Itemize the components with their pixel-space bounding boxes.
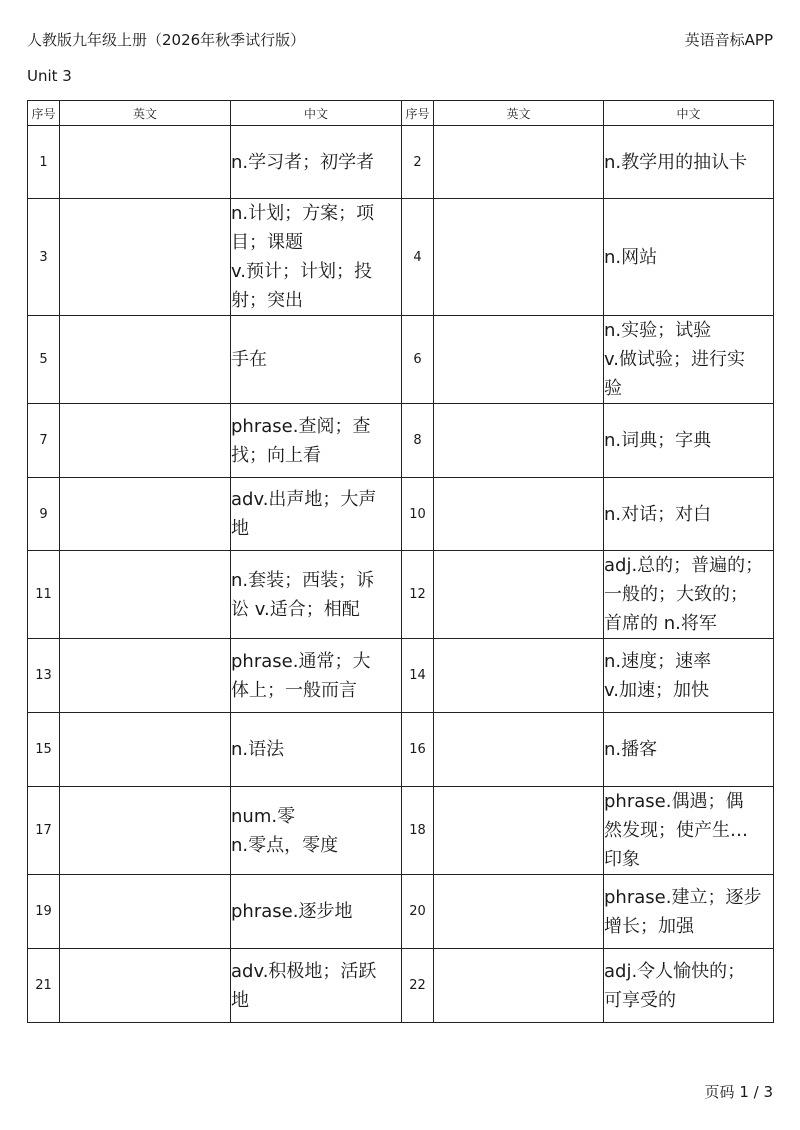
entry-number: 22 bbox=[402, 949, 434, 1023]
chinese-meaning: adj.总的；普遍的； 一般的；大致的； 首席的 n.将军 bbox=[604, 551, 774, 639]
entry-number: 3 bbox=[28, 199, 60, 316]
english-cell bbox=[434, 713, 604, 787]
book-title: 人教版九年级上册（2026年秋季试行版） bbox=[27, 31, 306, 49]
entry-number: 8 bbox=[402, 404, 434, 478]
english-cell bbox=[60, 551, 231, 639]
entry-number: 6 bbox=[402, 316, 434, 404]
chinese-meaning: adv.出声地；大声 地 bbox=[231, 478, 402, 551]
english-cell bbox=[60, 478, 231, 551]
table-row bbox=[28, 404, 774, 478]
chinese-meaning: n.套装；西装；诉 讼 v.适合；相配 bbox=[231, 551, 402, 639]
entry-number: 11 bbox=[28, 551, 60, 639]
english-cell bbox=[434, 478, 604, 551]
table-header-row bbox=[28, 101, 774, 126]
chinese-meaning: num.零 n.零点，零度 bbox=[231, 787, 402, 875]
entry-number: 17 bbox=[28, 787, 60, 875]
column-header-chinese: 中文 bbox=[231, 101, 402, 126]
page-number: 页码 1 / 3 bbox=[704, 1083, 773, 1101]
chinese-meaning: n.教学用的抽认卡 bbox=[604, 126, 774, 199]
entry-number: 5 bbox=[28, 316, 60, 404]
column-header-number: 序号 bbox=[402, 101, 434, 126]
entry-number: 2 bbox=[402, 126, 434, 199]
entry-number: 10 bbox=[402, 478, 434, 551]
entry-number: 20 bbox=[402, 875, 434, 949]
chinese-meaning: n.语法 bbox=[231, 713, 402, 787]
column-header-number: 序号 bbox=[28, 101, 60, 126]
chinese-meaning: phrase.通常；大 体上；一般而言 bbox=[231, 639, 402, 713]
table-row bbox=[28, 551, 774, 639]
entry-number: 4 bbox=[402, 199, 434, 316]
table-row bbox=[28, 478, 774, 551]
english-cell bbox=[434, 404, 604, 478]
chinese-meaning: phrase.建立；逐步 增长；加强 bbox=[604, 875, 774, 949]
english-cell bbox=[434, 126, 604, 199]
english-cell bbox=[434, 949, 604, 1023]
entry-number: 18 bbox=[402, 787, 434, 875]
table-row bbox=[28, 199, 774, 316]
english-cell bbox=[434, 639, 604, 713]
table-row bbox=[28, 639, 774, 713]
table-row bbox=[28, 949, 774, 1023]
chinese-meaning: adv.积极地；活跃 地 bbox=[231, 949, 402, 1023]
english-cell bbox=[434, 199, 604, 316]
chinese-meaning: n.网站 bbox=[604, 199, 774, 316]
column-header-chinese: 中文 bbox=[604, 101, 774, 126]
chinese-meaning: n.实验；试验 v.做试验；进行实 验 bbox=[604, 316, 774, 404]
english-cell bbox=[434, 787, 604, 875]
table-row bbox=[28, 316, 774, 404]
english-cell bbox=[60, 875, 231, 949]
entry-number: 1 bbox=[28, 126, 60, 199]
english-cell bbox=[60, 199, 231, 316]
entry-number: 12 bbox=[402, 551, 434, 639]
chinese-meaning: n.播客 bbox=[604, 713, 774, 787]
entry-number: 14 bbox=[402, 639, 434, 713]
entry-number: 15 bbox=[28, 713, 60, 787]
entry-number: 19 bbox=[28, 875, 60, 949]
english-cell bbox=[60, 404, 231, 478]
english-cell bbox=[60, 949, 231, 1023]
english-cell bbox=[60, 713, 231, 787]
vocabulary-table bbox=[27, 100, 774, 1023]
chinese-meaning: n.速度；速率 v.加速；加快 bbox=[604, 639, 774, 713]
table-row bbox=[28, 875, 774, 949]
chinese-meaning: n.学习者；初学者 bbox=[231, 126, 402, 199]
entry-number: 21 bbox=[28, 949, 60, 1023]
entry-number: 7 bbox=[28, 404, 60, 478]
chinese-meaning: phrase.查阅；查 找；向上看 bbox=[231, 404, 402, 478]
english-cell bbox=[434, 316, 604, 404]
chinese-meaning: n.对话；对白 bbox=[604, 478, 774, 551]
english-cell bbox=[60, 316, 231, 404]
table-row bbox=[28, 787, 774, 875]
english-cell bbox=[434, 875, 604, 949]
table-row bbox=[28, 126, 774, 199]
column-header-english: 英文 bbox=[434, 101, 604, 126]
column-header-english: 英文 bbox=[60, 101, 231, 126]
chinese-meaning: n.计划；方案；项 目；课题 v.预计；计划；投 射；突出 bbox=[231, 199, 402, 316]
english-cell bbox=[60, 787, 231, 875]
english-cell bbox=[60, 126, 231, 199]
chinese-meaning: adj.令人愉快的； 可享受的 bbox=[604, 949, 774, 1023]
chinese-meaning: 手在 bbox=[231, 316, 402, 404]
entry-number: 13 bbox=[28, 639, 60, 713]
unit-title: Unit 3 bbox=[27, 67, 72, 85]
chinese-meaning: phrase.偶遇；偶 然发现；使产生… 印象 bbox=[604, 787, 774, 875]
english-cell bbox=[60, 639, 231, 713]
entry-number: 16 bbox=[402, 713, 434, 787]
chinese-meaning: n.词典；字典 bbox=[604, 404, 774, 478]
table-row bbox=[28, 713, 774, 787]
chinese-meaning: phrase.逐步地 bbox=[231, 875, 402, 949]
app-name: 英语音标APP bbox=[684, 31, 773, 49]
english-cell bbox=[434, 551, 604, 639]
entry-number: 9 bbox=[28, 478, 60, 551]
